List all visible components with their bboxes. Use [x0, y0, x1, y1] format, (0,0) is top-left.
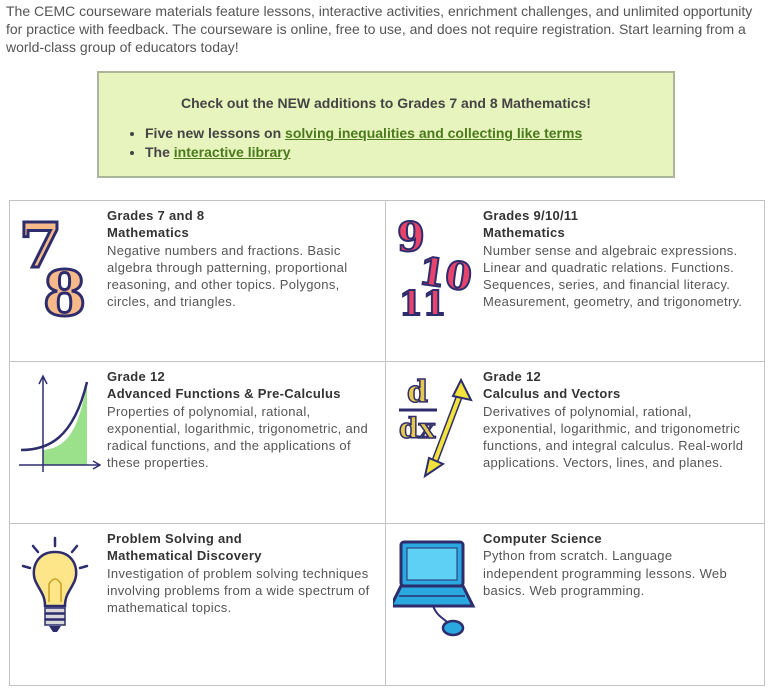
course-grades-9-10-11[interactable] [385, 200, 765, 362]
course-description: Properties of polynomial, rational, exponential, logarithmic, trigonometric, and radical functions, and the applications of these properties. [107, 403, 369, 471]
lightbulb-icon [17, 532, 101, 642]
course-computer-science[interactable] [385, 523, 765, 686]
course-description: Derivatives of polynomial, rational, exponential, logarithmic, and trigonometric functions, and integral calculus. Real-world applications. Vectors, lines, and planes. [483, 403, 744, 471]
new-additions-list [127, 124, 582, 162]
course-subtitle: Calculus and Vectors [483, 386, 621, 402]
grade-9-10-11-numbers-icon [393, 209, 477, 319]
course-title: Grades 7 and 8 [107, 208, 205, 223]
svg-text:11: 11 [399, 284, 447, 319]
course-description: Negative numbers and fractions. Basic algebra through patterning, proportional reasoning, and other topics. Polygons, circles, and triangles. [107, 242, 348, 310]
course-description: Number sense and algebraic expressions. Linear and quadratic relations. Functions. Sequences, series, and financial literacy. Measurement, geometry, and trigonometry. [483, 242, 743, 310]
course-grades-7-8[interactable] [9, 200, 386, 362]
course-title: Grades 9/10/11 [483, 208, 579, 223]
course-title: Computer Science [483, 531, 602, 546]
course-title: Problem Solving and [107, 531, 242, 546]
interactive-library-link[interactable]: interactive library [173, 144, 291, 160]
course-description: Investigation of problem solving techniques involving problems from a wide spectrum of mathematical topics. [107, 565, 370, 616]
derivative-arrow-icon [393, 370, 477, 480]
course-title: Grade 12 [107, 369, 166, 384]
course-calculus-vectors[interactable] [385, 361, 765, 524]
course-description: Python from scratch. Language independent programming lessons. Web basics. Web programming. [483, 548, 727, 598]
course-subtitle: Mathematics [107, 225, 190, 241]
list-item: • The interactive library [145, 143, 582, 162]
svg-text:7: 7 [19, 209, 63, 282]
svg-text:dx: dx [399, 412, 436, 445]
new-additions-title: Check out the NEW additions to Grades 7 and 8 Mathematics! [181, 95, 591, 111]
course-title: Grade 12 [483, 369, 542, 384]
svg-text:d: d [407, 375, 428, 410]
intro-text: The CEMC courseware materials feature lessons, interactive activities, enrichment challenges, and unlimited opportunity for practice with feedback. The courseware is online, free to use, and does not require registration. Start learning from a world-class group of educators today! [6, 3, 753, 55]
computer-icon [393, 532, 477, 642]
svg-text:9: 9 [397, 214, 425, 261]
course-problem-solving[interactable] [9, 523, 386, 686]
svg-text:8: 8 [43, 257, 87, 319]
grade-7-8-numbers-icon [17, 209, 101, 319]
new-additions-box [97, 71, 675, 178]
list-item: • Five new lessons on solving inequalities and collecting like terms [145, 124, 582, 143]
svg-text:10: 10 [416, 247, 475, 300]
course-advanced-functions[interactable] [9, 361, 386, 524]
course-subtitle: Mathematical Discovery [107, 548, 262, 564]
function-graph-icon [17, 370, 101, 480]
course-subtitle: Advanced Functions & Pre-Calculus [107, 386, 341, 402]
course-subtitle: Mathematics [483, 225, 566, 241]
inequalities-lessons-link[interactable]: solving inequalities and collecting like terms [285, 125, 583, 141]
